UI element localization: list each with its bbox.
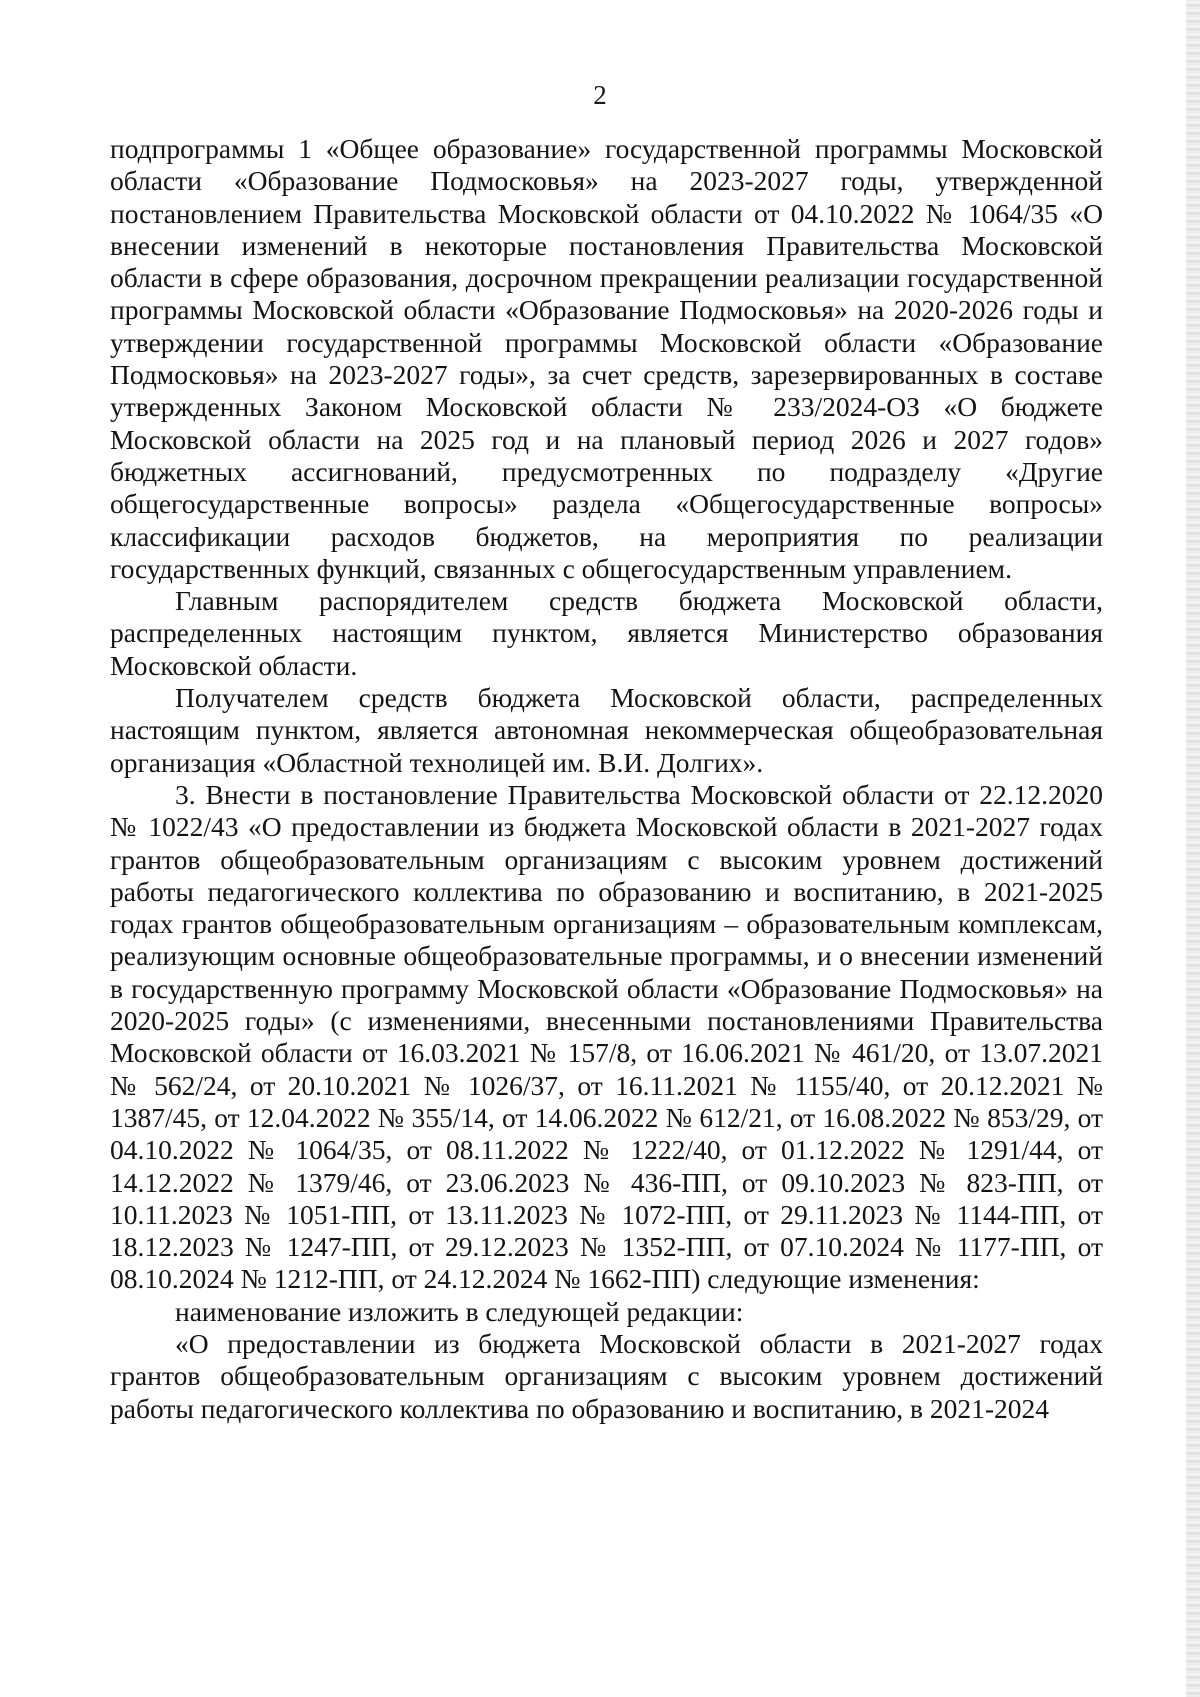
scan-edge-artifact bbox=[1186, 0, 1200, 1697]
paragraph-title-instruction: наименование изложить в следующей редакции: bbox=[175, 1295, 744, 1327]
paragraph-main-administrator: Главным распорядителем средств бюджета Московской области, распределенных настоящим пунктом, является Министерство образования Московской области. bbox=[110, 585, 1103, 681]
paragraph-new-title: «О предоставлении из бюджета Московской области в 2021-2027 годах грантов общеобразовательным организациям с высоким уровнем достижений работы педагогического коллектива по образованию и воспитанию, в 2021-2024 bbox=[110, 1327, 1103, 1424]
paragraph-continuation: подпрограммы 1 «Общее образование» государственной программы Московской области «Образование Подмосковья» на 2023-2027 годы, утвержденной постановлением Правительства Московской области от 04.10.2022 № 1064/35 «О внесении изменений в некоторые постановления Правительства Московской области в сфере образования, досрочном прекращении реализации государственной программы Московской области «Образование Подмосковья» на 2020-2026 годы и утверждении государственной программы Московской области «Образование Подмосковья» на 2023-2027 годы», за счет средств, зарезервированных в составе утвержденных Законом Московской области № 233/2024-ОЗ «О бюджете Московской области на 2025 год и на плановый период 2026 и 2027 годов» бюджетных ассигнований, предусмотренных по подразделу «Другие общегосударственные вопросы» раздела «Общегосударственные вопросы» классификации расходов бюджетов, на мероприятия по реализации государственных функций, связанных с общегосударственным управлением. bbox=[110, 133, 1103, 584]
paragraph-funds-recipient: Получателем средств бюджета Московской области, распределенных настоящим пунктом, является автономная некоммерческая общеобразовательная организация «Областной технолицей им. В.И. Долгих». bbox=[110, 682, 1103, 778]
document-body bbox=[110, 133, 1103, 1425]
paragraph-item-3: 3. Внести в постановление Правительства Московской области от 22.12.2020 № 1022/43 «О предоставлении из бюджета Московской области в 2021-2027 годах грантов общеобразовательным организациям с высоким уровнем достижений работы педагогического коллектива по образованию и воспитанию, в 2021-2025 годах грантов общеобразовательным организациям – образовательным комплексам, реализующим основные общеобразовательные программы, и о внесении изменений в государственную программу Московской области «Образование Подмосковья» на 2020-2025 годы» (с изменениями, внесенными постановлениями Правительства Московской области от 16.03.2021 № 157/8, от 16.06.2021 № 461/20, от 13.07.2021 № 562/24, от 20.10.2021 № 1026/37, от 16.11.2021 № 1155/40, от 20.12.2021 № 1387/45, от 12.04.2022 № 355/14, от 14.06.2022 № 612/21, от 16.08.2022 № 853/29, от 04.10.2022 № 1064/35, от 08.11.2022 № 1222/40, от 01.12.2022 № 1291/44, от 14.12.2022 № 1379/46, от 23.06.2023 № 436-ПП, от 09.10.2023 № 823-ПП, от 10.11.2023 № 1051-ПП, от 13.11.2023 № 1072-ПП, от 29.11.2023 № 1144-ПП, от 18.12.2023 № 1247-ПП, от 29.12.2023 № 1352-ПП, от 07.10.2024 № 1177-ПП, от 08.10.2024 № 1212-ПП, от 24.12.2024 № 1662-ПП) следующие изменения: bbox=[110, 778, 1103, 1295]
page-number: 2 bbox=[593, 80, 607, 110]
